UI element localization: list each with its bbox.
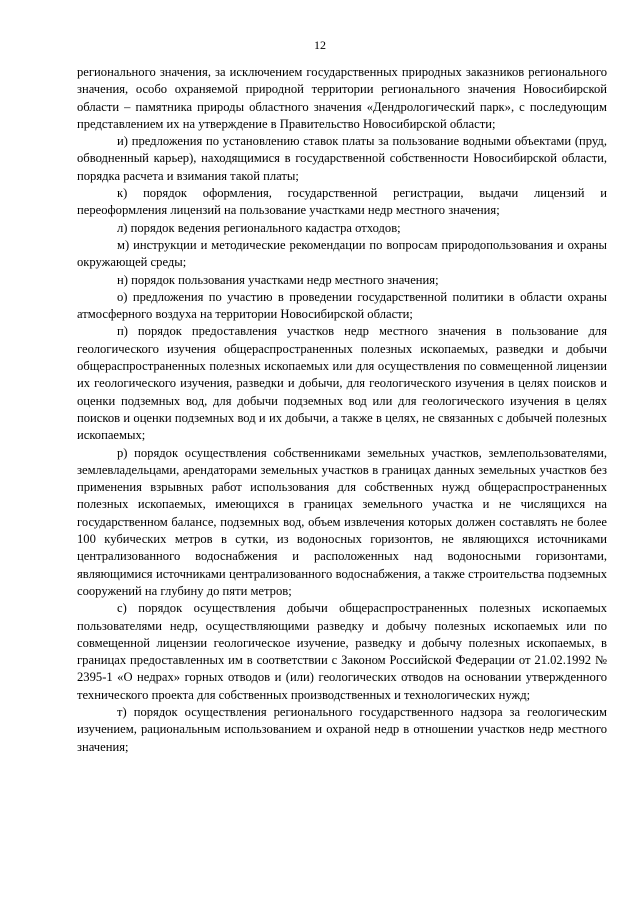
paragraph-n: н) порядок пользования участками недр местного значения; bbox=[117, 272, 439, 287]
paragraph-r: р) порядок осуществления собственниками земельных участков, землепользователями, землевладельцами, арендаторами земельных участков в границах данных земельных участков без применения взрывных работ использования для собственных нужд общераспространенных полезных ископаемых, имеющихся в границах земельного участка и не числящихся на государственном балансе, подземных вод, объем извлечения которых должен составлять не более 100 кубических метров в сутки, из водоносных горизонтов, не являющихся источниками централизованного водоснабжения и расположенных над водоносными горизонтами, являющимися источниками централизованного водоснабжения, а также строительства подземных сооружений на глубину до пяти метров; bbox=[77, 445, 607, 598]
paragraph-l: л) порядок ведения регионального кадастра отходов; bbox=[117, 220, 401, 235]
paragraph-k: к) порядок оформления, государственной регистрации, выдачи лицензий и переоформления лицензий на пользование участками недр местного значения; bbox=[77, 186, 607, 218]
paragraph-s: с) порядок осуществления добычи общераспространенных полезных ископаемых пользователями недр, осуществляющими разведку и добычу полезных ископаемых или по совмещенной лицензии геологическое изучение, разведку и добычу полезных ископаемых, в границах предоставленных им в соответствии с Законом Российской Федерации от 21.02.1992 № 2395-1 «О недрах» горных отводов и (или) геологических отводов на основании утвержденного технического проекта для собственных производственных и технологических нужд; bbox=[77, 601, 607, 702]
document-body bbox=[77, 64, 607, 756]
paragraph-p: п) порядок предоставления участков недр местного значения в пользование для геологического изучения общераспространенных полезных ископаемых, разведки и добычи общераспространенных полезных ископаемых или для осуществления по совмещенной лицензии их геологического изучения, разведки и добычи, для геологического изучения в целях поисков и оценки подземных вод, для добычи подземных вод или для геологического изучения в целях поисков и оценки подземных вод и их добычи, а также в целях, не связанных с добычей полезных ископаемых; bbox=[77, 324, 607, 443]
paragraph-continuation: регионального значения, за исключением государственных природных заказников регионального значения, особо охраняемой природной территории регионального значения Новосибирской области – памятника природы областного значения «Дендрологический парк», с последующим представлением их на утверждение в Правительство Новосибирской области; bbox=[77, 65, 607, 131]
paragraph-i: и) предложения по установлению ставок платы за пользование водными объектами (пруд, обводненный карьер), находящимися в государственной собственности Новосибирской области, порядка расчета и взимания такой платы; bbox=[77, 134, 607, 183]
paragraph-t: т) порядок осуществления регионального государственного надзора за геологическим изучением, рациональным использованием и охраной недр в отношении участков недр местного значения; bbox=[77, 704, 607, 754]
paragraph-o: о) предложения по участию в проведении государственной политики в области охраны атмосферного воздуха на территории Новосибирской области; bbox=[77, 289, 607, 322]
page-number: 12 bbox=[314, 38, 326, 52]
paragraph-m: м) инструкции и методические рекомендации по вопросам природопользования и охраны окружающей среды; bbox=[77, 237, 607, 270]
